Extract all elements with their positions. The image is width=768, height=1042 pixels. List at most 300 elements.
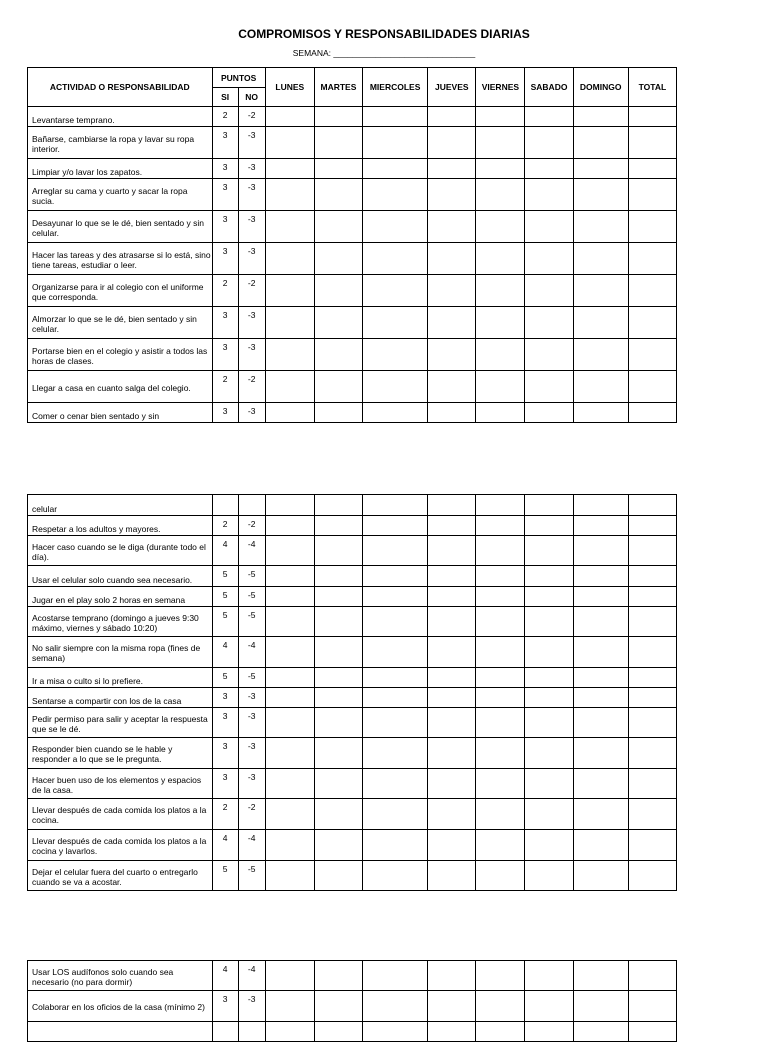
viernes-input-cell[interactable] bbox=[476, 211, 525, 243]
points-si-cell: 3 bbox=[212, 307, 238, 339]
martes-input-cell[interactable] bbox=[314, 769, 362, 799]
martes-input-cell[interactable] bbox=[314, 587, 362, 607]
viernes-input-cell[interactable] bbox=[476, 275, 525, 307]
viernes-input-cell[interactable] bbox=[476, 991, 525, 1022]
domingo-input-cell[interactable] bbox=[573, 769, 628, 799]
total-input-cell[interactable] bbox=[628, 536, 676, 566]
miercoles-input-cell[interactable] bbox=[363, 127, 428, 159]
jueves-input-cell[interactable] bbox=[428, 179, 476, 211]
viernes-input-cell[interactable] bbox=[476, 607, 525, 637]
total-input-cell[interactable] bbox=[628, 587, 676, 607]
sabado-input-cell[interactable] bbox=[525, 307, 573, 339]
header-puntos: PUNTOS bbox=[212, 68, 265, 88]
sabado-input-cell[interactable] bbox=[525, 799, 573, 830]
sabado-input-cell[interactable] bbox=[525, 127, 573, 159]
lunes-input-cell[interactable] bbox=[265, 668, 314, 688]
miercoles-input-cell[interactable] bbox=[363, 688, 428, 708]
domingo-input-cell[interactable] bbox=[573, 861, 628, 891]
total-input-cell[interactable] bbox=[628, 708, 676, 738]
header-si: SI bbox=[212, 88, 238, 107]
points-si-cell bbox=[212, 495, 238, 516]
jueves-input-cell[interactable] bbox=[428, 961, 476, 991]
viernes-input-cell[interactable] bbox=[476, 339, 525, 371]
martes-input-cell[interactable] bbox=[314, 179, 362, 211]
domingo-input-cell[interactable] bbox=[573, 799, 628, 830]
activity-cell: Pedir permiso para salir y aceptar la respuesta que se le dé. bbox=[28, 708, 213, 738]
sabado-input-cell[interactable] bbox=[525, 159, 573, 179]
lunes-input-cell[interactable] bbox=[265, 861, 314, 891]
points-no-cell: -5 bbox=[238, 566, 265, 587]
lunes-input-cell[interactable] bbox=[265, 403, 314, 423]
sabado-input-cell[interactable] bbox=[525, 769, 573, 799]
miercoles-input-cell[interactable] bbox=[363, 607, 428, 637]
domingo-input-cell[interactable] bbox=[573, 127, 628, 159]
total-input-cell[interactable] bbox=[628, 403, 676, 423]
jueves-input-cell[interactable] bbox=[428, 991, 476, 1022]
jueves-input-cell[interactable] bbox=[428, 371, 476, 403]
domingo-input-cell[interactable] bbox=[573, 307, 628, 339]
jueves-input-cell[interactable] bbox=[428, 637, 476, 668]
lunes-input-cell[interactable] bbox=[265, 587, 314, 607]
total-input-cell[interactable] bbox=[628, 769, 676, 799]
domingo-input-cell[interactable] bbox=[573, 991, 628, 1022]
domingo-input-cell[interactable] bbox=[573, 536, 628, 566]
viernes-input-cell[interactable] bbox=[476, 1022, 525, 1042]
domingo-input-cell[interactable] bbox=[573, 371, 628, 403]
sabado-input-cell[interactable] bbox=[525, 211, 573, 243]
miercoles-input-cell[interactable] bbox=[363, 1022, 428, 1042]
jueves-input-cell[interactable] bbox=[428, 307, 476, 339]
table-row bbox=[28, 307, 677, 339]
jueves-input-cell[interactable] bbox=[428, 339, 476, 371]
martes-input-cell[interactable] bbox=[314, 668, 362, 688]
domingo-input-cell[interactable] bbox=[573, 159, 628, 179]
table-row bbox=[28, 637, 677, 668]
miercoles-input-cell[interactable] bbox=[363, 738, 428, 769]
lunes-input-cell[interactable] bbox=[265, 738, 314, 769]
viernes-input-cell[interactable] bbox=[476, 637, 525, 668]
total-input-cell[interactable] bbox=[628, 1022, 676, 1042]
lunes-input-cell[interactable] bbox=[265, 495, 314, 516]
lunes-input-cell[interactable] bbox=[265, 637, 314, 668]
lunes-input-cell[interactable] bbox=[265, 607, 314, 637]
activity-cell: Usar LOS audífonos solo cuando sea necesario (no para dormir) bbox=[28, 961, 213, 991]
lunes-input-cell[interactable] bbox=[265, 211, 314, 243]
lunes-input-cell[interactable] bbox=[265, 371, 314, 403]
martes-input-cell[interactable] bbox=[314, 961, 362, 991]
sabado-input-cell[interactable] bbox=[525, 637, 573, 668]
jueves-input-cell[interactable] bbox=[428, 159, 476, 179]
lunes-input-cell[interactable] bbox=[265, 243, 314, 275]
domingo-input-cell[interactable] bbox=[573, 830, 628, 861]
martes-input-cell[interactable] bbox=[314, 637, 362, 668]
domingo-input-cell[interactable] bbox=[573, 495, 628, 516]
viernes-input-cell[interactable] bbox=[476, 861, 525, 891]
domingo-input-cell[interactable] bbox=[573, 587, 628, 607]
martes-input-cell[interactable] bbox=[314, 799, 362, 830]
activity-cell: Bañarse, cambiarse la ropa y lavar su ropa interior. bbox=[28, 127, 213, 159]
miercoles-input-cell[interactable] bbox=[363, 107, 428, 127]
activity-cell: Colaborar en los oficios de la casa (mínimo 2) bbox=[28, 991, 213, 1022]
total-input-cell[interactable] bbox=[628, 339, 676, 371]
sabado-input-cell[interactable] bbox=[525, 991, 573, 1022]
points-no-cell: -3 bbox=[238, 738, 265, 769]
points-si-cell: 3 bbox=[212, 991, 238, 1022]
martes-input-cell[interactable] bbox=[314, 371, 362, 403]
total-input-cell[interactable] bbox=[628, 637, 676, 668]
jueves-input-cell[interactable] bbox=[428, 275, 476, 307]
sabado-input-cell[interactable] bbox=[525, 403, 573, 423]
jueves-input-cell[interactable] bbox=[428, 799, 476, 830]
miercoles-input-cell[interactable] bbox=[363, 799, 428, 830]
domingo-input-cell[interactable] bbox=[573, 607, 628, 637]
points-no-cell: -4 bbox=[238, 536, 265, 566]
martes-input-cell[interactable] bbox=[314, 307, 362, 339]
miercoles-input-cell[interactable] bbox=[363, 339, 428, 371]
miercoles-input-cell[interactable] bbox=[363, 708, 428, 738]
viernes-input-cell[interactable] bbox=[476, 159, 525, 179]
total-input-cell[interactable] bbox=[628, 607, 676, 637]
martes-input-cell[interactable] bbox=[314, 339, 362, 371]
martes-input-cell[interactable] bbox=[314, 536, 362, 566]
sabado-input-cell[interactable] bbox=[525, 179, 573, 211]
viernes-input-cell[interactable] bbox=[476, 668, 525, 688]
total-input-cell[interactable] bbox=[628, 307, 676, 339]
sabado-input-cell[interactable] bbox=[525, 275, 573, 307]
sabado-input-cell[interactable] bbox=[525, 339, 573, 371]
jueves-input-cell[interactable] bbox=[428, 403, 476, 423]
table-row bbox=[28, 738, 677, 769]
miercoles-input-cell[interactable] bbox=[363, 861, 428, 891]
activity-cell: Levantarse temprano. bbox=[28, 107, 213, 127]
jueves-input-cell[interactable] bbox=[428, 1022, 476, 1042]
martes-input-cell[interactable] bbox=[314, 275, 362, 307]
lunes-input-cell[interactable] bbox=[265, 830, 314, 861]
jueves-input-cell[interactable] bbox=[428, 769, 476, 799]
points-si-cell: 3 bbox=[212, 179, 238, 211]
sabado-input-cell[interactable] bbox=[525, 738, 573, 769]
header-day-viernes: VIERNES bbox=[476, 68, 525, 107]
domingo-input-cell[interactable] bbox=[573, 668, 628, 688]
activity-cell: Llevar después de cada comida los platos a la cocina y lavarlos. bbox=[28, 830, 213, 861]
sabado-input-cell[interactable] bbox=[525, 566, 573, 587]
table-row bbox=[28, 769, 677, 799]
points-no-cell: -3 bbox=[238, 211, 265, 243]
activity-cell: No salir siempre con la misma ropa (fines de semana) bbox=[28, 637, 213, 668]
sabado-input-cell[interactable] bbox=[525, 830, 573, 861]
miercoles-input-cell[interactable] bbox=[363, 243, 428, 275]
viernes-input-cell[interactable] bbox=[476, 536, 525, 566]
total-input-cell[interactable] bbox=[628, 107, 676, 127]
miercoles-input-cell[interactable] bbox=[363, 991, 428, 1022]
activity-cell: Ir a misa o culto si lo prefiere. bbox=[28, 668, 213, 688]
total-input-cell[interactable] bbox=[628, 861, 676, 891]
jueves-input-cell[interactable] bbox=[428, 708, 476, 738]
martes-input-cell[interactable] bbox=[314, 861, 362, 891]
jueves-input-cell[interactable] bbox=[428, 738, 476, 769]
sabado-input-cell[interactable] bbox=[525, 1022, 573, 1042]
martes-input-cell[interactable] bbox=[314, 127, 362, 159]
jueves-input-cell[interactable] bbox=[428, 127, 476, 159]
lunes-input-cell[interactable] bbox=[265, 159, 314, 179]
viernes-input-cell[interactable] bbox=[476, 587, 525, 607]
points-si-cell: 3 bbox=[212, 708, 238, 738]
table-row bbox=[28, 211, 677, 243]
sabado-input-cell[interactable] bbox=[525, 861, 573, 891]
points-si-cell: 3 bbox=[212, 688, 238, 708]
total-input-cell[interactable] bbox=[628, 961, 676, 991]
jueves-input-cell[interactable] bbox=[428, 587, 476, 607]
miercoles-input-cell[interactable] bbox=[363, 961, 428, 991]
responsibilities-table-page-3 bbox=[27, 960, 677, 1042]
activity-cell: Dejar el celular fuera del cuarto o entregarlo cuando se va a acostar. bbox=[28, 861, 213, 891]
sabado-input-cell[interactable] bbox=[525, 708, 573, 738]
points-si-cell: 5 bbox=[212, 587, 238, 607]
lunes-input-cell[interactable] bbox=[265, 799, 314, 830]
points-no-cell bbox=[238, 495, 265, 516]
table-row bbox=[28, 566, 677, 587]
points-si-cell: 2 bbox=[212, 371, 238, 403]
miercoles-input-cell[interactable] bbox=[363, 566, 428, 587]
points-no-cell: -3 bbox=[238, 243, 265, 275]
domingo-input-cell[interactable] bbox=[573, 107, 628, 127]
jueves-input-cell[interactable] bbox=[428, 668, 476, 688]
total-input-cell[interactable] bbox=[628, 799, 676, 830]
jueves-input-cell[interactable] bbox=[428, 566, 476, 587]
activity-cell: Hacer las tareas y des atrasarse si lo está, sino tiene tareas, estudiar o leer. bbox=[28, 243, 213, 275]
viernes-input-cell[interactable] bbox=[476, 688, 525, 708]
domingo-input-cell[interactable] bbox=[573, 708, 628, 738]
miercoles-input-cell[interactable] bbox=[363, 159, 428, 179]
lunes-input-cell[interactable] bbox=[265, 516, 314, 536]
martes-input-cell[interactable] bbox=[314, 243, 362, 275]
lunes-input-cell[interactable] bbox=[265, 307, 314, 339]
jueves-input-cell[interactable] bbox=[428, 107, 476, 127]
martes-input-cell[interactable] bbox=[314, 688, 362, 708]
table-row bbox=[28, 1022, 677, 1042]
total-input-cell[interactable] bbox=[628, 668, 676, 688]
total-input-cell[interactable] bbox=[628, 495, 676, 516]
viernes-input-cell[interactable] bbox=[476, 708, 525, 738]
domingo-input-cell[interactable] bbox=[573, 275, 628, 307]
viernes-input-cell[interactable] bbox=[476, 799, 525, 830]
domingo-input-cell[interactable] bbox=[573, 637, 628, 668]
total-input-cell[interactable] bbox=[628, 275, 676, 307]
domingo-input-cell[interactable] bbox=[573, 688, 628, 708]
viernes-input-cell[interactable] bbox=[476, 107, 525, 127]
points-si-cell: 5 bbox=[212, 566, 238, 587]
viernes-input-cell[interactable] bbox=[476, 566, 525, 587]
points-si-cell: 4 bbox=[212, 637, 238, 668]
viernes-input-cell[interactable] bbox=[476, 307, 525, 339]
miercoles-input-cell[interactable] bbox=[363, 371, 428, 403]
miercoles-input-cell[interactable] bbox=[363, 587, 428, 607]
miercoles-input-cell[interactable] bbox=[363, 275, 428, 307]
activity-cell: Hacer buen uso de los elementos y espacios de la casa. bbox=[28, 769, 213, 799]
miercoles-input-cell[interactable] bbox=[363, 495, 428, 516]
total-input-cell[interactable] bbox=[628, 991, 676, 1022]
miercoles-input-cell[interactable] bbox=[363, 179, 428, 211]
martes-input-cell[interactable] bbox=[314, 211, 362, 243]
domingo-input-cell[interactable] bbox=[573, 403, 628, 423]
lunes-input-cell[interactable] bbox=[265, 536, 314, 566]
points-no-cell: -3 bbox=[238, 179, 265, 211]
viernes-input-cell[interactable] bbox=[476, 495, 525, 516]
jueves-input-cell[interactable] bbox=[428, 688, 476, 708]
total-input-cell[interactable] bbox=[628, 211, 676, 243]
martes-input-cell[interactable] bbox=[314, 1022, 362, 1042]
sabado-input-cell[interactable] bbox=[525, 668, 573, 688]
points-si-cell: 2 bbox=[212, 107, 238, 127]
sabado-input-cell[interactable] bbox=[525, 107, 573, 127]
viernes-input-cell[interactable] bbox=[476, 961, 525, 991]
semana-field: SEMANA: ______________________________ bbox=[292, 48, 476, 58]
viernes-input-cell[interactable] bbox=[476, 371, 525, 403]
domingo-input-cell[interactable] bbox=[573, 339, 628, 371]
points-no-cell: -2 bbox=[238, 275, 265, 307]
total-input-cell[interactable] bbox=[628, 738, 676, 769]
sabado-input-cell[interactable] bbox=[525, 495, 573, 516]
martes-input-cell[interactable] bbox=[314, 495, 362, 516]
points-no-cell: -3 bbox=[238, 127, 265, 159]
activity-cell: Acostarse temprano (domingo a jueves 9:30 máximo, viernes y sábado 10:20) bbox=[28, 607, 213, 637]
table-row bbox=[28, 275, 677, 307]
total-input-cell[interactable] bbox=[628, 516, 676, 536]
points-si-cell: 4 bbox=[212, 961, 238, 991]
jueves-input-cell[interactable] bbox=[428, 861, 476, 891]
lunes-input-cell[interactable] bbox=[265, 1022, 314, 1042]
sabado-input-cell[interactable] bbox=[525, 587, 573, 607]
viernes-input-cell[interactable] bbox=[476, 516, 525, 536]
points-no-cell: -2 bbox=[238, 371, 265, 403]
total-input-cell[interactable] bbox=[628, 243, 676, 275]
points-si-cell: 3 bbox=[212, 339, 238, 371]
total-input-cell[interactable] bbox=[628, 688, 676, 708]
points-no-cell: -3 bbox=[238, 159, 265, 179]
viernes-input-cell[interactable] bbox=[476, 127, 525, 159]
activity-cell: Limpiar y/o lavar los zapatos. bbox=[28, 159, 213, 179]
lunes-input-cell[interactable] bbox=[265, 708, 314, 738]
total-input-cell[interactable] bbox=[628, 830, 676, 861]
points-no-cell: -4 bbox=[238, 830, 265, 861]
martes-input-cell[interactable] bbox=[314, 830, 362, 861]
domingo-input-cell[interactable] bbox=[573, 243, 628, 275]
miercoles-input-cell[interactable] bbox=[363, 668, 428, 688]
jueves-input-cell[interactable] bbox=[428, 536, 476, 566]
martes-input-cell[interactable] bbox=[314, 516, 362, 536]
points-si-cell: 4 bbox=[212, 536, 238, 566]
header-day-jueves: JUEVES bbox=[428, 68, 476, 107]
viernes-input-cell[interactable] bbox=[476, 243, 525, 275]
domingo-input-cell[interactable] bbox=[573, 738, 628, 769]
points-si-cell: 2 bbox=[212, 275, 238, 307]
miercoles-input-cell[interactable] bbox=[363, 769, 428, 799]
domingo-input-cell[interactable] bbox=[573, 961, 628, 991]
domingo-input-cell[interactable] bbox=[573, 516, 628, 536]
martes-input-cell[interactable] bbox=[314, 607, 362, 637]
activity-cell: Portarse bien en el colegio y asistir a todos las horas de clases. bbox=[28, 339, 213, 371]
points-no-cell: -5 bbox=[238, 668, 265, 688]
lunes-input-cell[interactable] bbox=[265, 275, 314, 307]
lunes-input-cell[interactable] bbox=[265, 991, 314, 1022]
domingo-input-cell[interactable] bbox=[573, 1022, 628, 1042]
jueves-input-cell[interactable] bbox=[428, 495, 476, 516]
miercoles-input-cell[interactable] bbox=[363, 211, 428, 243]
miercoles-input-cell[interactable] bbox=[363, 536, 428, 566]
miercoles-input-cell[interactable] bbox=[363, 637, 428, 668]
header-day-sabado: SABADO bbox=[525, 68, 573, 107]
viernes-input-cell[interactable] bbox=[476, 179, 525, 211]
miercoles-input-cell[interactable] bbox=[363, 403, 428, 423]
points-no-cell: -4 bbox=[238, 637, 265, 668]
points-si-cell: 4 bbox=[212, 830, 238, 861]
martes-input-cell[interactable] bbox=[314, 566, 362, 587]
total-input-cell[interactable] bbox=[628, 566, 676, 587]
viernes-input-cell[interactable] bbox=[476, 769, 525, 799]
activity-cell: Organizarse para ir al colegio con el uniforme que corresponda. bbox=[28, 275, 213, 307]
domingo-input-cell[interactable] bbox=[573, 566, 628, 587]
header-actividad: ACTIVIDAD O RESPONSABILIDAD bbox=[28, 68, 213, 107]
table-row bbox=[28, 159, 677, 179]
martes-input-cell[interactable] bbox=[314, 738, 362, 769]
jueves-input-cell[interactable] bbox=[428, 243, 476, 275]
sabado-input-cell[interactable] bbox=[525, 961, 573, 991]
lunes-input-cell[interactable] bbox=[265, 961, 314, 991]
viernes-input-cell[interactable] bbox=[476, 403, 525, 423]
viernes-input-cell[interactable] bbox=[476, 738, 525, 769]
jueves-input-cell[interactable] bbox=[428, 830, 476, 861]
martes-input-cell[interactable] bbox=[314, 403, 362, 423]
table-row bbox=[28, 127, 677, 159]
martes-input-cell[interactable] bbox=[314, 708, 362, 738]
sabado-input-cell[interactable] bbox=[525, 607, 573, 637]
total-input-cell[interactable] bbox=[628, 179, 676, 211]
points-no-cell: -2 bbox=[238, 799, 265, 830]
lunes-input-cell[interactable] bbox=[265, 688, 314, 708]
jueves-input-cell[interactable] bbox=[428, 516, 476, 536]
sabado-input-cell[interactable] bbox=[525, 688, 573, 708]
lunes-input-cell[interactable] bbox=[265, 107, 314, 127]
sabado-input-cell[interactable] bbox=[525, 371, 573, 403]
total-input-cell[interactable] bbox=[628, 127, 676, 159]
header-day-domingo: DOMINGO bbox=[573, 68, 628, 107]
sabado-input-cell[interactable] bbox=[525, 516, 573, 536]
total-input-cell[interactable] bbox=[628, 159, 676, 179]
domingo-input-cell[interactable] bbox=[573, 211, 628, 243]
viernes-input-cell[interactable] bbox=[476, 830, 525, 861]
points-no-cell: -4 bbox=[238, 961, 265, 991]
miercoles-input-cell[interactable] bbox=[363, 830, 428, 861]
martes-input-cell[interactable] bbox=[314, 107, 362, 127]
table-row bbox=[28, 403, 677, 423]
martes-input-cell[interactable] bbox=[314, 991, 362, 1022]
total-input-cell[interactable] bbox=[628, 371, 676, 403]
martes-input-cell[interactable] bbox=[314, 159, 362, 179]
miercoles-input-cell[interactable] bbox=[363, 307, 428, 339]
domingo-input-cell[interactable] bbox=[573, 179, 628, 211]
jueves-input-cell[interactable] bbox=[428, 607, 476, 637]
activity-cell bbox=[28, 1022, 213, 1042]
sabado-input-cell[interactable] bbox=[525, 536, 573, 566]
sabado-input-cell[interactable] bbox=[525, 243, 573, 275]
lunes-input-cell[interactable] bbox=[265, 566, 314, 587]
lunes-input-cell[interactable] bbox=[265, 179, 314, 211]
miercoles-input-cell[interactable] bbox=[363, 516, 428, 536]
lunes-input-cell[interactable] bbox=[265, 769, 314, 799]
jueves-input-cell[interactable] bbox=[428, 211, 476, 243]
lunes-input-cell[interactable] bbox=[265, 339, 314, 371]
lunes-input-cell[interactable] bbox=[265, 127, 314, 159]
